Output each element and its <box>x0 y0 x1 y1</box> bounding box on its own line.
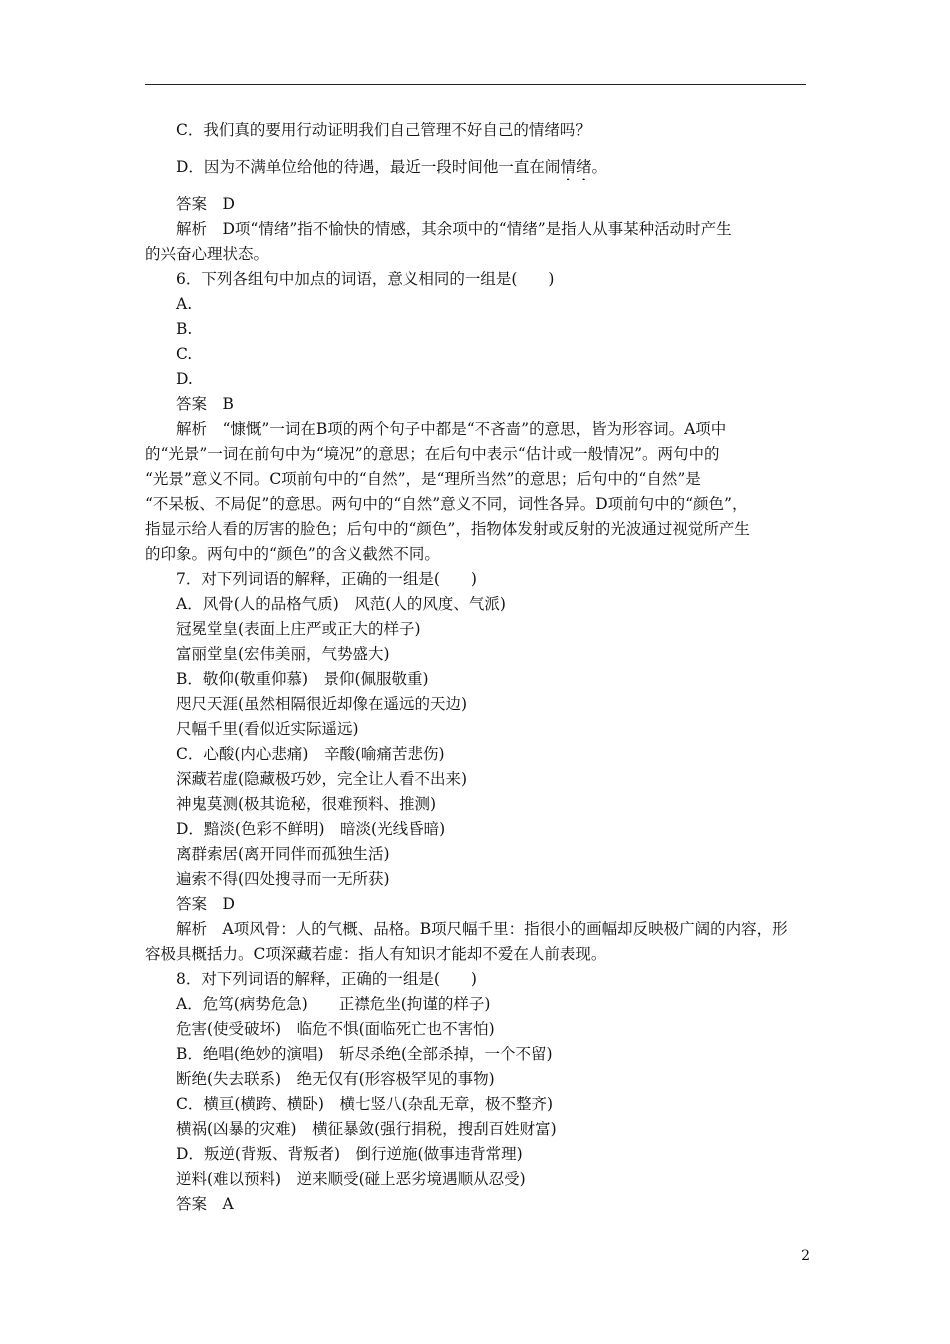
q7-option-line: 富丽堂皇(宏伟美丽，气势盛大) <box>176 645 390 663</box>
q7-option-line: 咫尺天涯(虽然相隔很近却像在遥远的天边) <box>176 695 468 713</box>
page-content <box>145 118 806 1217</box>
q7-answer: 答案 D <box>176 895 235 913</box>
q7-option-line: 深藏若虚(隐藏极巧妙，完全让人看不出来) <box>176 770 468 788</box>
q7-option-line: A．风骨(人的品格气质) 风范(人的风度、气派) <box>176 595 506 613</box>
q7-option-line: B．敬仰(敬重仰慕) 景仰(佩服敬重) <box>176 670 429 688</box>
q8-option-line: 危害(使受破坏) 临危不惧(面临死亡也不害怕) <box>176 1020 495 1038</box>
q8-option-line: D．叛逆(背叛、背叛者) 倒行逆施(做事违背常理) <box>176 1145 523 1163</box>
q7-option-line: 神鬼莫测(极其诡秘，很难预料、推测) <box>176 795 437 813</box>
q5-option-d-end: 。 <box>591 158 607 176</box>
q5-option-d-text: D．因为不满单位给他的待遇，最近一段时间他一直在闹 <box>176 158 561 176</box>
q8-option-line: A．危笃(病势危急) 正襟危坐(拘谨的样子) <box>176 995 491 1013</box>
q7-option-line: 尺幅千里(看似近实际遥远) <box>176 720 359 738</box>
q6-analysis-line: 指显示给人看的厉害的脸色；后句中的“颜色”，指物体发射或反射的光波通过视觉所产生 <box>145 520 750 538</box>
q8-option-line: B．绝唱(绝妙的演唱) 斩尽杀绝(全部杀掉，一个不留) <box>176 1045 553 1063</box>
q5-option-c: C．我们真的要用行动证明我们自己管理不好自己的情绪吗？ <box>176 121 591 139</box>
q6-analysis-line: “不呆板、不局促”的意思。两句中的“自然”意义不同，词性各异。D项前句中的“颜色”， <box>145 495 748 513</box>
q8-answer: 答案 A <box>176 1195 234 1213</box>
q5-analysis-line: 的兴奋心理状态。 <box>145 245 270 263</box>
q8-stem: 8．对下列词语的解释，正确的一组是( ) <box>176 970 477 988</box>
q6-analysis-line: “光景”意义不同。C项前句中的“自然”，是“理所当然”的意思；后句中的“自然”是 <box>145 470 701 488</box>
q6-answer: 答案 B <box>176 395 234 413</box>
header-rule <box>145 84 806 85</box>
q6-option-d: D. <box>176 370 193 388</box>
q5-option-d-emphasized: 情绪 <box>560 158 592 176</box>
q7-option-line: D．黯淡(色彩不鲜明) 暗淡(光线昏暗) <box>176 820 446 838</box>
q6-analysis-line: 解析 “慷慨”一词在B项的两个句子中都是“不吝啬”的意思，皆为形容词。A项中 <box>176 420 727 438</box>
q8-option-line: C．横亘(横跨、横卧) 横七竖八(杂乱无章，极不整齐) <box>176 1095 554 1113</box>
q8-option-line: 横祸(凶暴的灾难) 横征暴敛(强行捐税，搜刮百姓财富) <box>176 1120 557 1138</box>
q8-option-line: 断绝(失去联系) 绝无仅有(形容极罕见的事物) <box>176 1070 495 1088</box>
q7-analysis-line: 解析 A项风骨：人的气概、品格。B项尺幅千里：指很小的画幅却反映极广阔的内容，形 <box>176 920 788 938</box>
q8-option-line: 逆料(难以预料) 逆来顺受(碰上恶劣境遇顺从忍受) <box>176 1170 526 1188</box>
q6-analysis-line: 的印象。两句中的“颜色”的含义截然不同。 <box>145 545 440 563</box>
q7-option-line: 离群索居(离开同伴而孤独生活) <box>176 845 390 863</box>
q5-answer: 答案 D <box>176 195 235 213</box>
q6-option-b: B. <box>176 320 193 338</box>
q6-option-a: A. <box>176 295 193 313</box>
q7-option-line: 遍索不得(四处搜寻而一无所获) <box>176 870 390 888</box>
q7-stem: 7．对下列词语的解释，正确的一组是( ) <box>176 570 477 588</box>
q5-analysis-line: 解析 D项“情绪”指不愉快的情感，其余项中的“情绪”是指人从事某种活动时产生 <box>176 220 732 238</box>
q6-option-c: C. <box>176 345 193 363</box>
q6-analysis-line: 的“光景”一词在前句中为“境况”的意思；在后句中表示“估计或一般情况”。两句中的 <box>145 445 720 463</box>
page-number: 2 <box>801 1248 810 1264</box>
q5-option-d <box>145 155 806 180</box>
q7-option-line: C．心酸(内心悲痛) 辛酸(喻痛苦悲伤) <box>176 745 445 763</box>
q6-stem: 6．下列各组句中加点的词语，意义相同的一组是( ) <box>176 270 555 288</box>
q7-analysis-line: 容极具概括力。C项深藏若虚：指人有知识才能却不爱在人前表现。 <box>145 945 607 963</box>
q7-option-line: 冠冕堂皇(表面上庄严或正大的样子) <box>176 620 421 638</box>
